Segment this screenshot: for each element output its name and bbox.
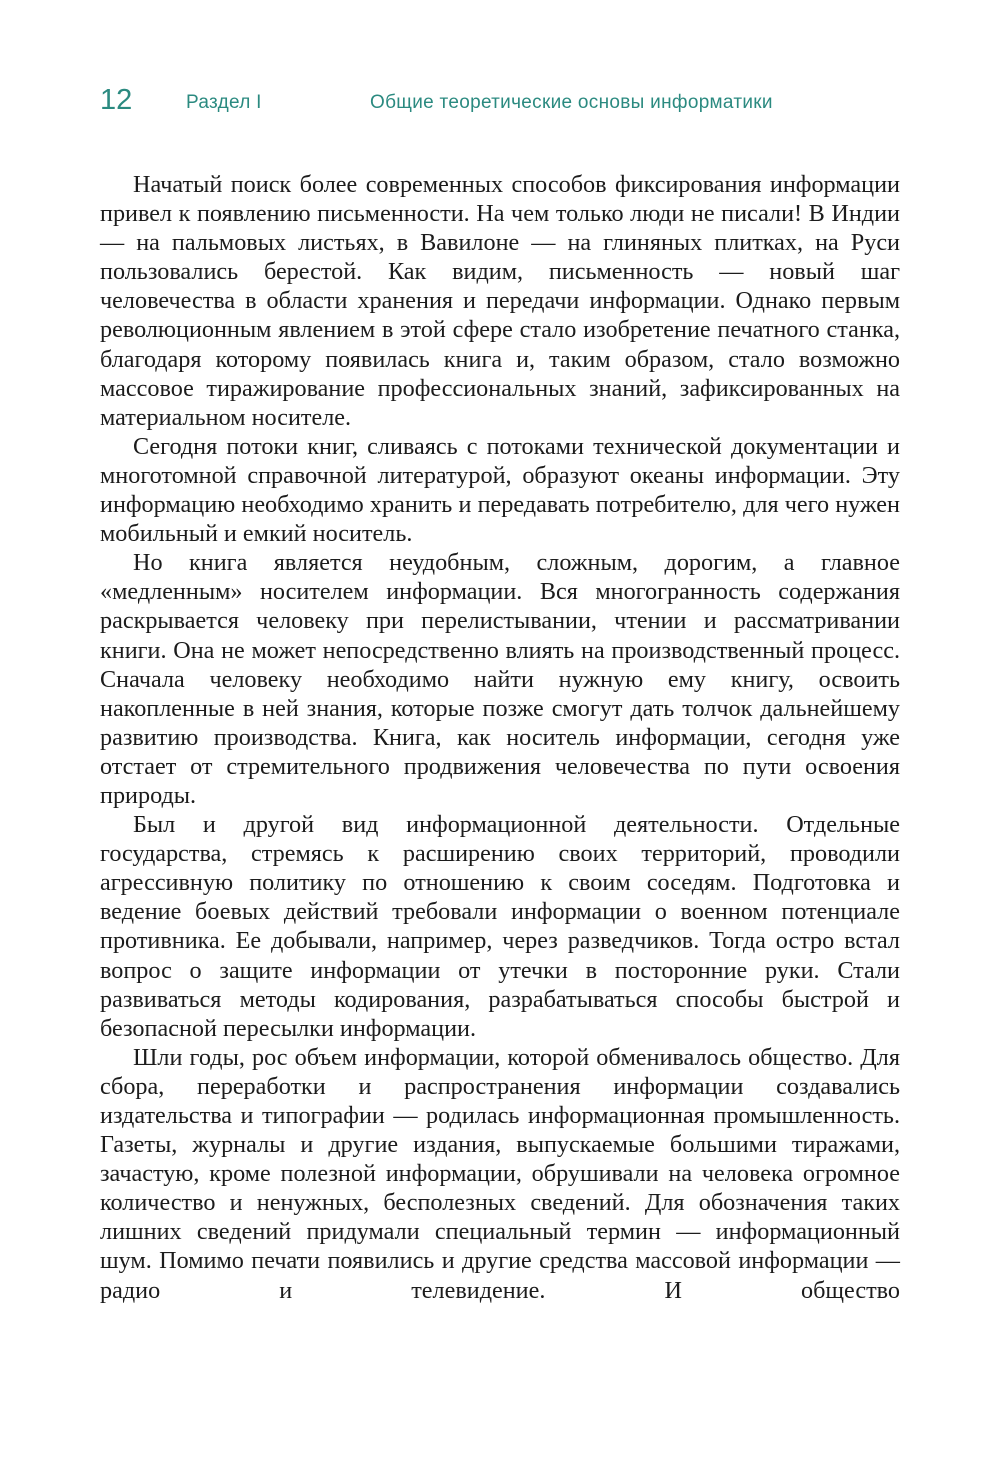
running-header bbox=[100, 82, 900, 122]
paragraph: Сегодня потоки книг, сливаясь с потоками технической документации и многотомной справочной литературой, образуют океаны информации. Эту информацию необходимо хранить и передавать потребителю, для чего нужен мобильный и емкий носитель. bbox=[100, 432, 900, 548]
page-number: 12 bbox=[100, 84, 133, 116]
section-label: Раздел I bbox=[186, 92, 262, 113]
paragraph: Но книга является неудобным, сложным, дорогим, а главное «медленным» носителем информации. Вся многогранность содержания раскрывается человеку при перелистывании, чтении и рассматривании книги. Она не может непосредственно влиять на производственный процесс. Сначала человеку необходимо найти нужную ему книгу, освоить накопленные в ней знания, которые позже смогут дать толчок дальнейшему развитию производства. Книга, как носитель информации, сегодня уже отстает от стремительного продвижения человечества по пути освоения природы. bbox=[100, 549, 900, 809]
paragraph: Шли годы, рос объем информации, которой обменивалось общество. Для сбора, переработки и распространения информации создавались издательства и типографии — родилась информационная промышленность. Газеты, журналы и другие издания, выпускаемые большими тиражами, зачастую, кроме полезной информации, обрушивали на человека огромное количество и ненужных, бесполезных сведений. Для обозначения таких лишних сведений придумали специальный термин — информационный шум. Помимо печати появились и другие средства массовой информации — радио и телевидение. И общество bbox=[100, 1043, 900, 1304]
paragraph: Был и другой вид информационной деятельности. Отдельные государства, стремясь к расширению своих территорий, проводили агрессивную политику по отношению к своим соседям. Подготовка и ведение боевых действий требовали информации о военном потенциале противника. Ее добывали, например, через разведчиков. Тогда остро встал вопрос о защите информации от утечки в посторонние руки. Стали развиваться методы кодирования, разрабатываться способы быстрой и безопасной пересылки информации. bbox=[100, 811, 900, 1042]
body-text bbox=[100, 170, 900, 1305]
chapter-title: Общие теоретические основы информатики bbox=[370, 92, 773, 113]
paragraph: Начатый поиск более современных способов фиксирования информации привел к появлению письменности. На чем только люди не писали! В Индии — на пальмовых листьях, в Вавилоне — на глиняных плитках, на Руси пользовались берестой. Как видим, письменность — новый шаг человечества в области хранения и передачи информации. Однако первым революционным явлением в этой сфере стало изобретение печатного станка, благодаря которому появилась книга и, таким образом, стало возможно массовое тиражирование профессиональных знаний, зафиксированных на материальном носителе. bbox=[100, 171, 900, 431]
